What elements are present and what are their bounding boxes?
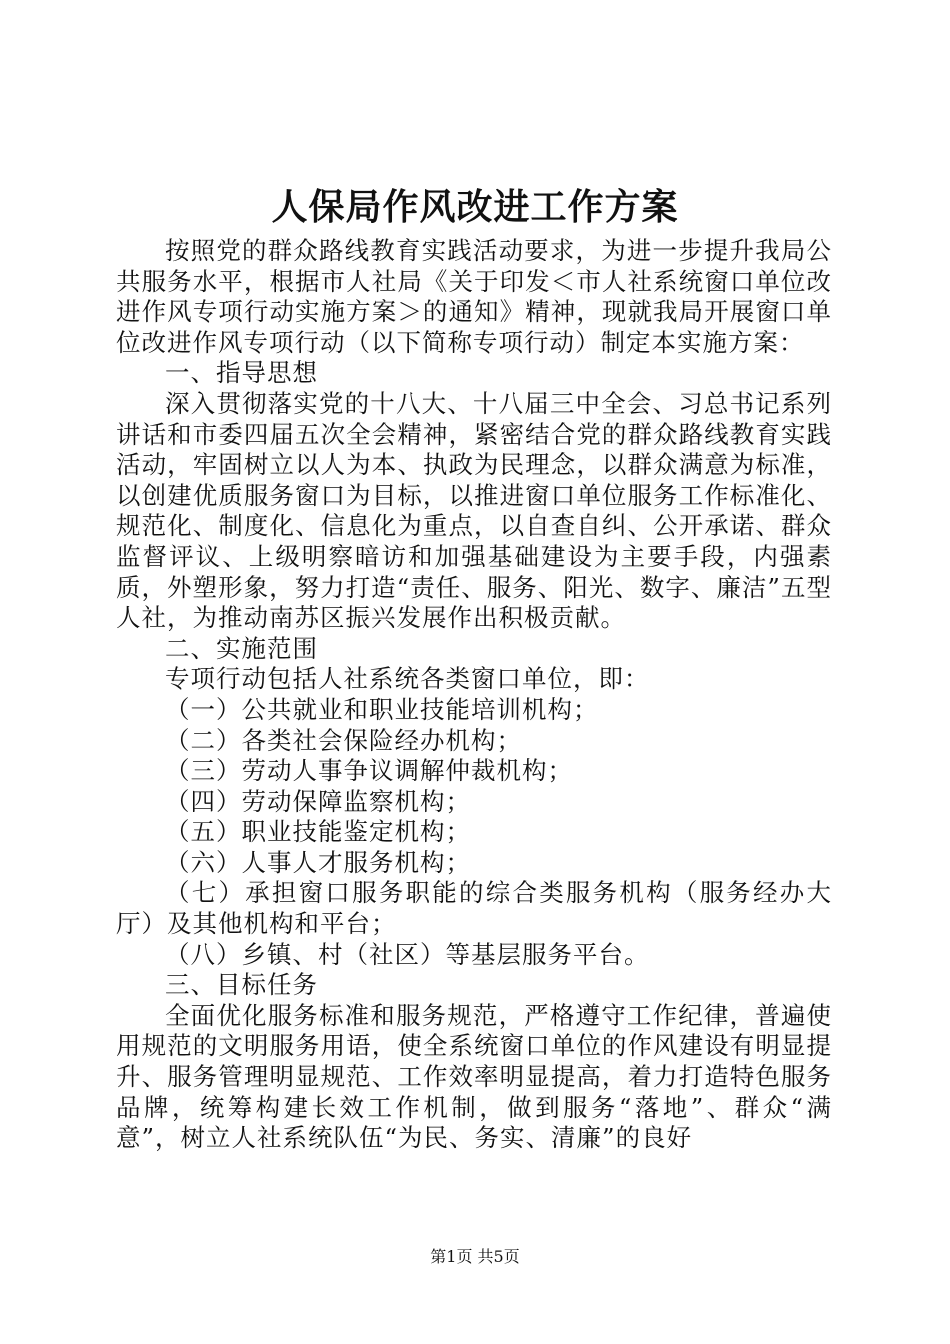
heading-guiding-principles: 一、指导思想 — [165, 358, 318, 388]
paragraph-objectives: 全面优化服务标准和服务规范，严格遵守工作纪律，普遍使用规范的文明服务用语，使全系统窗口单位的作风建设有明显提升、服务管理明显规范、工作效率明显提高，着力打造特色服务品牌，统筹构建长效工作机制，做到服务“落地”、群众“满意”，树立人社系统队伍“为民、务实、清廉”的良好 — [116, 1000, 832, 1153]
list-item: （八）乡镇、村（社区）等基层服务平台。 — [165, 939, 650, 969]
list-item: （四）劳动保障监察机构； — [165, 786, 471, 816]
heading-scope: 二、实施范围 — [165, 633, 318, 663]
list-item: （三）劳动人事争议调解仲裁机构； — [165, 756, 573, 786]
paragraph-intro: 按照党的群众路线教育实践活动要求，为进一步提升我局公共服务水平，根据市人社局《关于印发＜市人社系统窗口单位改进作风专项行动实施方案＞的通知》精神，现就我局开展窗口单位改进作风专项行动（以下简称专项行动）制定本实施方案： — [116, 236, 832, 357]
list-item: （五）职业技能鉴定机构； — [165, 817, 471, 847]
document-title: 人保局作风改进工作方案 — [271, 186, 679, 228]
list-item: （六）人事人才服务机构； — [165, 847, 471, 877]
list-item: （二）各类社会保险经办机构； — [165, 725, 522, 755]
list-item: （七）承担窗口服务职能的综合类服务机构（服务经办大厅）及其他机构和平台； — [116, 878, 832, 939]
paragraph-scope: 专项行动包括人社系统各类窗口单位，即： — [165, 664, 650, 694]
list-item: （一）公共就业和职业技能培训机构； — [165, 694, 599, 724]
page-number: 第1页 共5页 — [430, 1247, 520, 1266]
document-body — [116, 236, 832, 1154]
heading-objectives: 三、目标任务 — [165, 970, 318, 1000]
paragraph-guiding-principles: 深入贯彻落实党的十八大、十八届三中全会、习总书记系列讲话和市委四届五次全会精神，紧密结合党的群众路线教育实践活动，牢固树立以人为本、执政为民理念，以群众满意为标准，以创建优质服务窗口为目标，以推进窗口单位服务工作标准化、规范化、制度化、信息化为重点，以自查自纠、公开承诺、群众监督评议、上级明察暗访和加强基础建设为主要手段，内强素质，外塑形象，努力打造“责任、服务、阳光、数字、廉洁”五型人社，为推动南苏区振兴发展作出积极贡献。 — [116, 388, 832, 633]
